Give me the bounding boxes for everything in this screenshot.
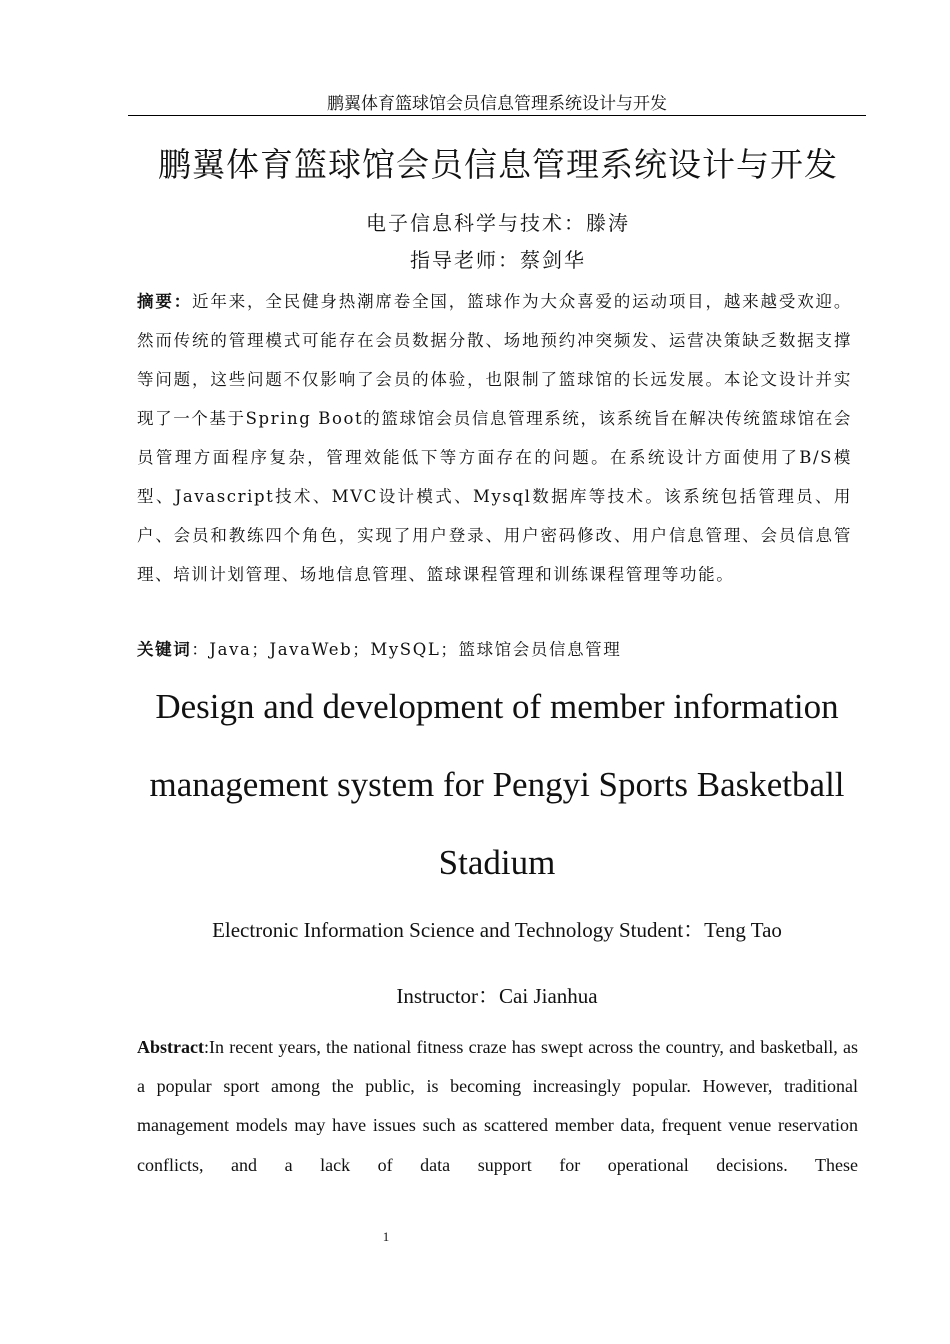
english-abstract-separator: : [203, 1037, 209, 1057]
chinese-title: 鹏翼体育篮球馆会员信息管理系统设计与开发 [158, 145, 838, 184]
chinese-keywords-separator: ： [191, 640, 210, 659]
chinese-advisor-line: 指导老师：蔡剑华 [410, 248, 586, 272]
chinese-keywords-text: Java；JavaWeb；MySQL；篮球馆会员信息管理 [209, 640, 622, 659]
english-abstract-label: Abstract [137, 1037, 204, 1057]
chinese-abstract-label: 摘要 [137, 292, 174, 311]
page-number: 1 [382, 1229, 390, 1244]
english-abstract-text: In recent years, the national fitness craze has swept across the country, and basketball, as a popular sport among the public, is becoming increasingly popular. However, traditional management models may have issues such as scattered member data, frequent venue reservation conflicts, and a lack of data support for operational decisions. These [137, 1037, 858, 1175]
chinese-keywords-label: 关键词 [137, 640, 192, 659]
english-advisor-line: Instructor：Cai Jianhua [396, 984, 598, 1008]
header-rule [128, 115, 866, 116]
chinese-abstract [137, 282, 852, 594]
running-header: 鹏翼体育篮球馆会员信息管理系统设计与开发 [327, 94, 667, 114]
english-abstract [137, 1028, 858, 1185]
english-title: Design and development of member information management system for Pengyi Sports Basketball Stadium [149, 687, 845, 882]
chinese-abstract-separator: ： [173, 292, 193, 311]
english-author-line: Electronic Information Science and Technology Student：Teng Tao [212, 918, 782, 942]
chinese-keywords [137, 630, 852, 669]
chinese-abstract-text: 近年来，全民健身热潮席卷全国，篮球作为大众喜爱的运动项目，越来越受欢迎。然而传统的管理模式可能存在会员数据分散、场地预约冲突频发、运营决策缺乏数据支撑等问题，这些问题不仅影响了会员的体验，也限制了篮球馆的长远发展。本论文设计并实现了一个基于Spring Boot的篮球馆会员信息管理系统，该系统旨在解决传统篮球馆在会员管理方面程序复杂，管理效能低下等方面存在的问题。在系统设计方面使用了B/S模型、Javascript技术、MVC设计模式、Mysql数据库等技术。该系统包括管理员、用户、会员和教练四个角色，实现了用户登录、用户密码修改、用户信息管理、会员信息管理、培训计划管理、场地信息管理、篮球课程管理和训练课程管理等功能。 [137, 292, 852, 584]
chinese-author-line: 电子信息科学与技术：滕涛 [366, 211, 630, 235]
